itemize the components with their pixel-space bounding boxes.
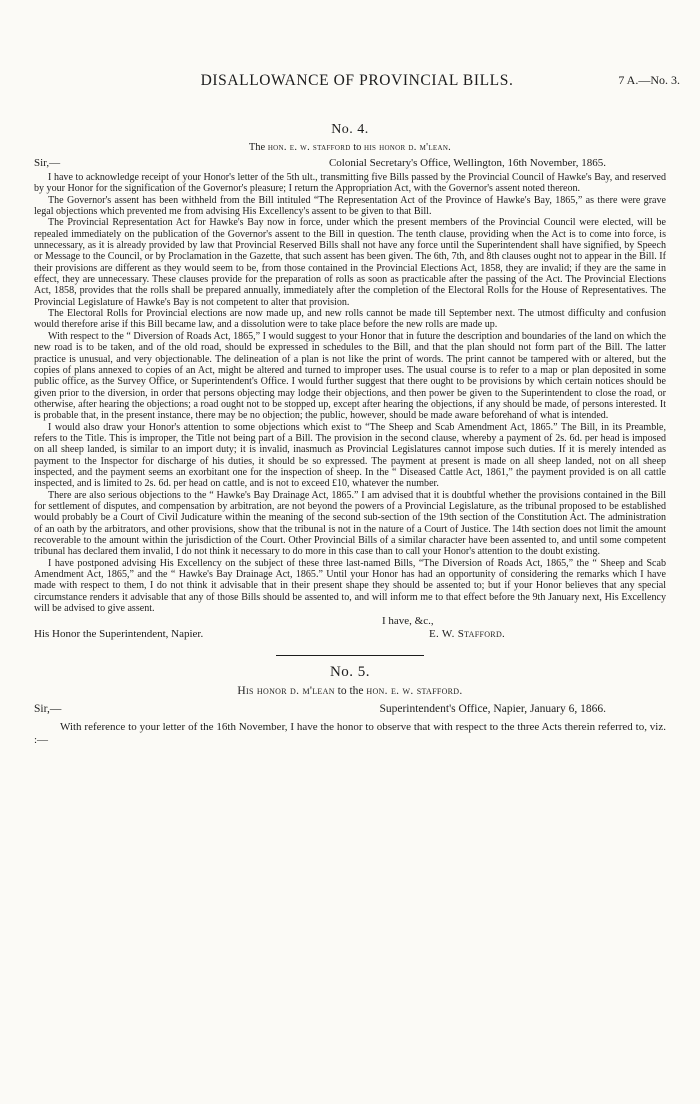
letter-heading — [34, 142, 666, 153]
heading-connector: to — [353, 142, 362, 153]
paragraph: The Governor's assent has been withheld from the Bill intituled “The Representation Act of the Province of Hawke's Bay, 1865,” as there were grave legal objections which prevented me from advising His Excellency's assent to be given to that Bill. — [34, 194, 666, 218]
section-divider — [276, 655, 424, 656]
sender-name: His honor d. m'lean — [237, 685, 335, 698]
page-header — [34, 72, 680, 92]
letter-number: No. 5. — [329, 664, 371, 681]
page-title: DISALLOWANCE OF PROVINCIAL BILLS. — [200, 72, 514, 89]
heading-prefix: The — [248, 142, 266, 153]
place-date: Colonial Secretary's Office, Wellington, 16th November, 1865. — [328, 157, 606, 169]
salutation: Sir,— — [34, 703, 62, 716]
signature: E. W. Stafford. — [429, 628, 506, 641]
paragraph: I have postponed advising His Excellency on the subject of these three last-named Bills, “The Diversion of Roads Act, 1865,” the “ Sheep and Scab Amendment Act, 1865,” and the “ Hawke's Bay Drainage Act, 1865.” Until your Honor has had an opportunity of considering the remarks which I have made with respect to them, I do not think it advisable that in their present shape they should be assented to; but if your Honor believes that any special circumstance renders it advisable that any of those Bills should be assented to, and will inform me to that effect before the 9th January next, His Excellency will be advised to give assent. — [34, 557, 666, 615]
closing-phrase: I have, &c., — [382, 615, 434, 628]
paragraph: With reference to your letter of the 16th November, I have the honor to observe that with respect to the three Acts therein referred to, viz. :— — [34, 721, 666, 747]
place-date: Superintendent's Office, Napier, January 6, 1866. — [379, 703, 606, 716]
addressee: His Honor the Superintendent, Napier. — [34, 628, 204, 641]
paragraph: I have to acknowledge receipt of your Honor's letter of the 5th ult., transmitting five Bills passed by the Provincial Council of Hawke's Bay, and reserved by your Honor for the signification of the Governor's pleasure; I return the Appropriation Act, with the Governor's assent noted thereon. — [34, 172, 666, 195]
paragraph: The Electoral Rolls for Provincial elections are now made up, and new rolls cannot be made till September next. The utmost difficulty and confusion would therefore arise if this Bill became law, and a dissolution were to take place before the new rolls are made up. — [34, 308, 666, 331]
salutation: Sir,— — [34, 157, 61, 169]
letter-heading — [34, 685, 666, 697]
salutation-row — [34, 703, 666, 719]
page-reference: 7 A.—No. 3. — [618, 73, 680, 87]
paragraph: I would also draw your Honor's attention to some objections which exist to “The Sheep and Scab Amendment Act, 1865.” The Bill, in its Preamble, refers to the Title. This is improper, the Title not being part of a Bill. The provision in the second clause, whereby a payment of 2s. 6d. per head is imposed on all sheep landed, is similar to an import duty; it is invalid, inasmuch as Provincial Legislatures cannot impose such duties. If it is merely intended as payment to the Inspector for discharge of his duties, it should be so expressed. The payment at present is made on all sheep landed, not on all sheep inspected, and the payment seems an exorbitant one for the inspection of sheep. In the “ Diseased Cattle Act, 1861,” the payment provided is on all cattle inspected, and is limited to 2s. 6d. per head on cattle, and is not to exceed £10, whatever the number. — [34, 421, 666, 490]
letter-number: No. 4. — [331, 122, 369, 137]
salutation-row — [34, 157, 666, 172]
letter-body — [34, 721, 666, 747]
paragraph: With respect to the “ Diversion of Roads Act, 1865,” I would suggest to your Honor that in future the description and boundaries of the land on which the new road is to be taken, and of the old road, should be expressed in schedules to the Bill, and that the plan should not form part of the Bill. The latter practice is unusual, and very objectionable. The delineation of a plan is not like the print of words. The print cannot be tampered with or altered, but the copies of plans annexed to copies of an Act, might be altered and turned to improper uses. The usual course is to refer to a map or plan deposited in some public office, as the Survey Office, or Superintendent's Office. I would further suggest that there ought to be provisions by which certain notices should be given prior to the diversion, in order that persons objecting may lodge their objections, and then power be given to the Superintendent to close the road, or otherwise, after hearing the objections; a road ought not to be stopped up, except after hearing the objections, if any should be made, of persons interested. It is probable that, in the present instance, there may be no objection; the public, however, should be made aware beforehand of what is intended. — [34, 330, 666, 422]
paragraph: There are also serious objections to the “ Hawke's Bay Drainage Act, 1865.” I am advised that it is doubtful whether the provisions contained in the Bill for settlement of disputes, and compensation by arbitration, are not beyond the powers of a Provincial Legislature, as the tribunal proposed to be established would probably be a Court of Civil Judicature within the meaning of the second sub-section of the 19th section of the Constitution Act. The administration of an oath by the arbitrators, and other provisions, show that the tribunal is not in the nature of a Court of Justice. The 14th section does not limit the amount recoverable to the amount within the jurisdiction of the Court. Other Provincial Bills of a similar character have been assented to, and until some competent tribunal has declared them invalid, I do not think it necessary to do more in this case than to call your Honor's attention to the doubt existing. — [34, 489, 666, 558]
heading-connector: to the — [337, 685, 364, 698]
letter-body — [34, 172, 666, 614]
recipient-name: his honor d. m'lean. — [363, 142, 452, 153]
letter-closing — [34, 615, 666, 645]
paragraph: The Provincial Representation Act for Hawke's Bay now in force, under which the present members of the Provincial Council were elected, will be repealed immediately on the publication of the Governor's assent to the Bill in question. The tenth clause, providing when the Act is to come into force, is unnecessary, as it is already provided by law that Provincial Reserved Bills shall not have any force until the Superintendent shall have signified, by Speech or Message to the Council, or by Proclamation in the Gazette, that such assent has been given. The 6th, 7th, and 8th clauses ought not to appear in the Bill. If their provisions are different as they would seem to be, from those contained in the Provincial Elections Act, 1858, they are invalid; if they are the same in effect, they are unnecessary. These clauses provide for the preparation of rolls as soon as practicable after the passing of the Act. The Provincial Elections Act, 1858, provides that the rolls shall be prepared annually, immediately after the completion of the Electoral Rolls for the House of Representatives. The Provincial Legislature of Hawke's Bay is not competent to alter that provision. — [34, 217, 666, 308]
sender-name: hon. e. w. stafford — [267, 142, 351, 153]
recipient-name: hon. e. w. stafford. — [366, 685, 463, 698]
